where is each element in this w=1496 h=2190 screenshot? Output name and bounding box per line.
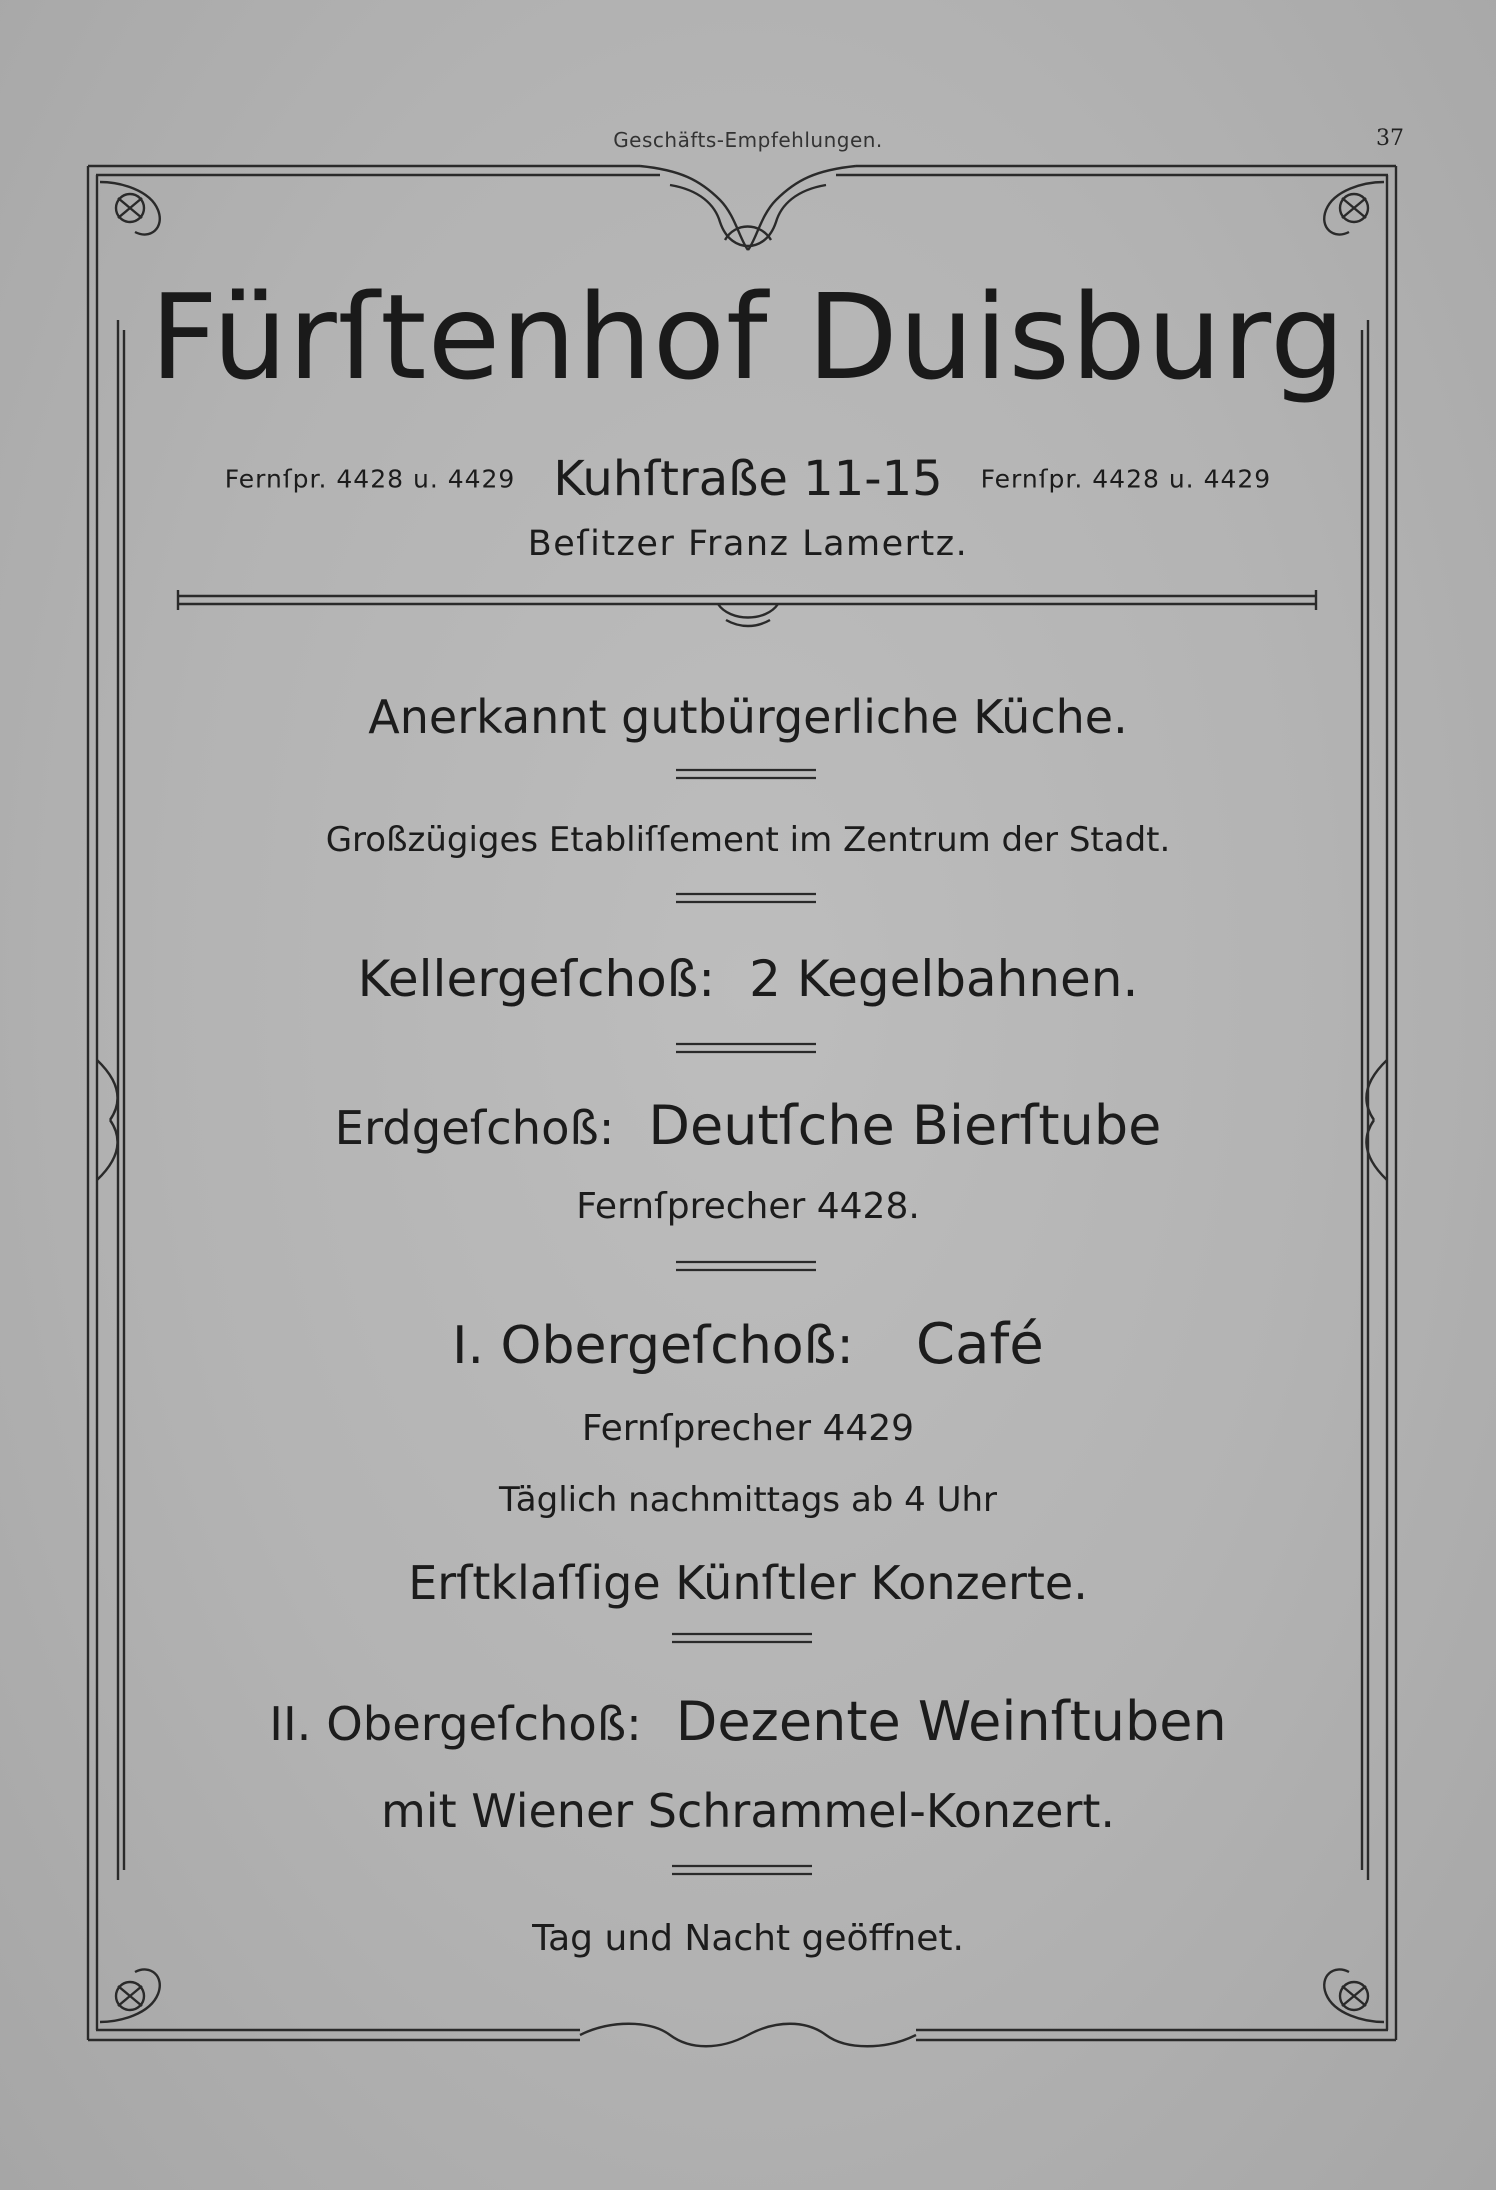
- first-floor-value: Café: [915, 1312, 1044, 1377]
- ground-floor-line: [0, 1094, 1496, 1157]
- address-line: [0, 448, 1496, 507]
- cellar-value: 2 Kegelbahnen.: [749, 950, 1139, 1008]
- cellar-label: Kellergeſchoß:: [357, 950, 716, 1008]
- first-floor-label: I. Obergeſchoß:: [452, 1316, 854, 1376]
- first-floor-hours: Täglich nachmittags ab 4 Uhr: [498, 1480, 998, 1520]
- second-floor-line: [0, 1690, 1496, 1753]
- right-phone: Fernſpr. 4428 u. 4429: [980, 464, 1272, 494]
- kitchen-line: Anerkannt gutbürgerliche Küche.: [368, 690, 1128, 744]
- second-floor-label: II. Obergeſchoß:: [269, 1697, 642, 1751]
- street-address: Kuhſtraße 11-15: [553, 451, 943, 507]
- opening-hours-note: Tag und Nacht geöffnet.: [532, 1918, 964, 1959]
- ground-floor-value: Deutſche Bierſtube: [648, 1094, 1162, 1157]
- owner-line: Beſitzer Franz Lamertz.: [527, 524, 969, 564]
- first-floor-phone: Fernſprecher 4429: [581, 1408, 915, 1449]
- first-floor-concerts: Erſtklaſſige Künſtler Konzerte.: [408, 1556, 1088, 1610]
- cellar-line: [0, 950, 1496, 1008]
- page-number: 37: [1376, 126, 1404, 151]
- left-phone: Fernſpr. 4428 u. 4429: [224, 464, 516, 494]
- first-floor-line: [0, 1312, 1496, 1377]
- second-floor-value: Dezente Weinſtuben: [675, 1690, 1227, 1753]
- ground-floor-phone: Fernſprecher 4428.: [576, 1186, 920, 1227]
- ground-floor-label: Erdgeſchoß:: [334, 1101, 615, 1155]
- hotel-title: Fürſtenhof Duisburg: [150, 268, 1346, 406]
- running-head: Geschäfts-Empfehlungen.: [613, 128, 883, 152]
- establishment-line: Großzügiges Etabliſſement im Zentrum der Stadt.: [325, 820, 1171, 860]
- second-floor-sub: mit Wiener Schrammel-Konzert.: [380, 1784, 1116, 1838]
